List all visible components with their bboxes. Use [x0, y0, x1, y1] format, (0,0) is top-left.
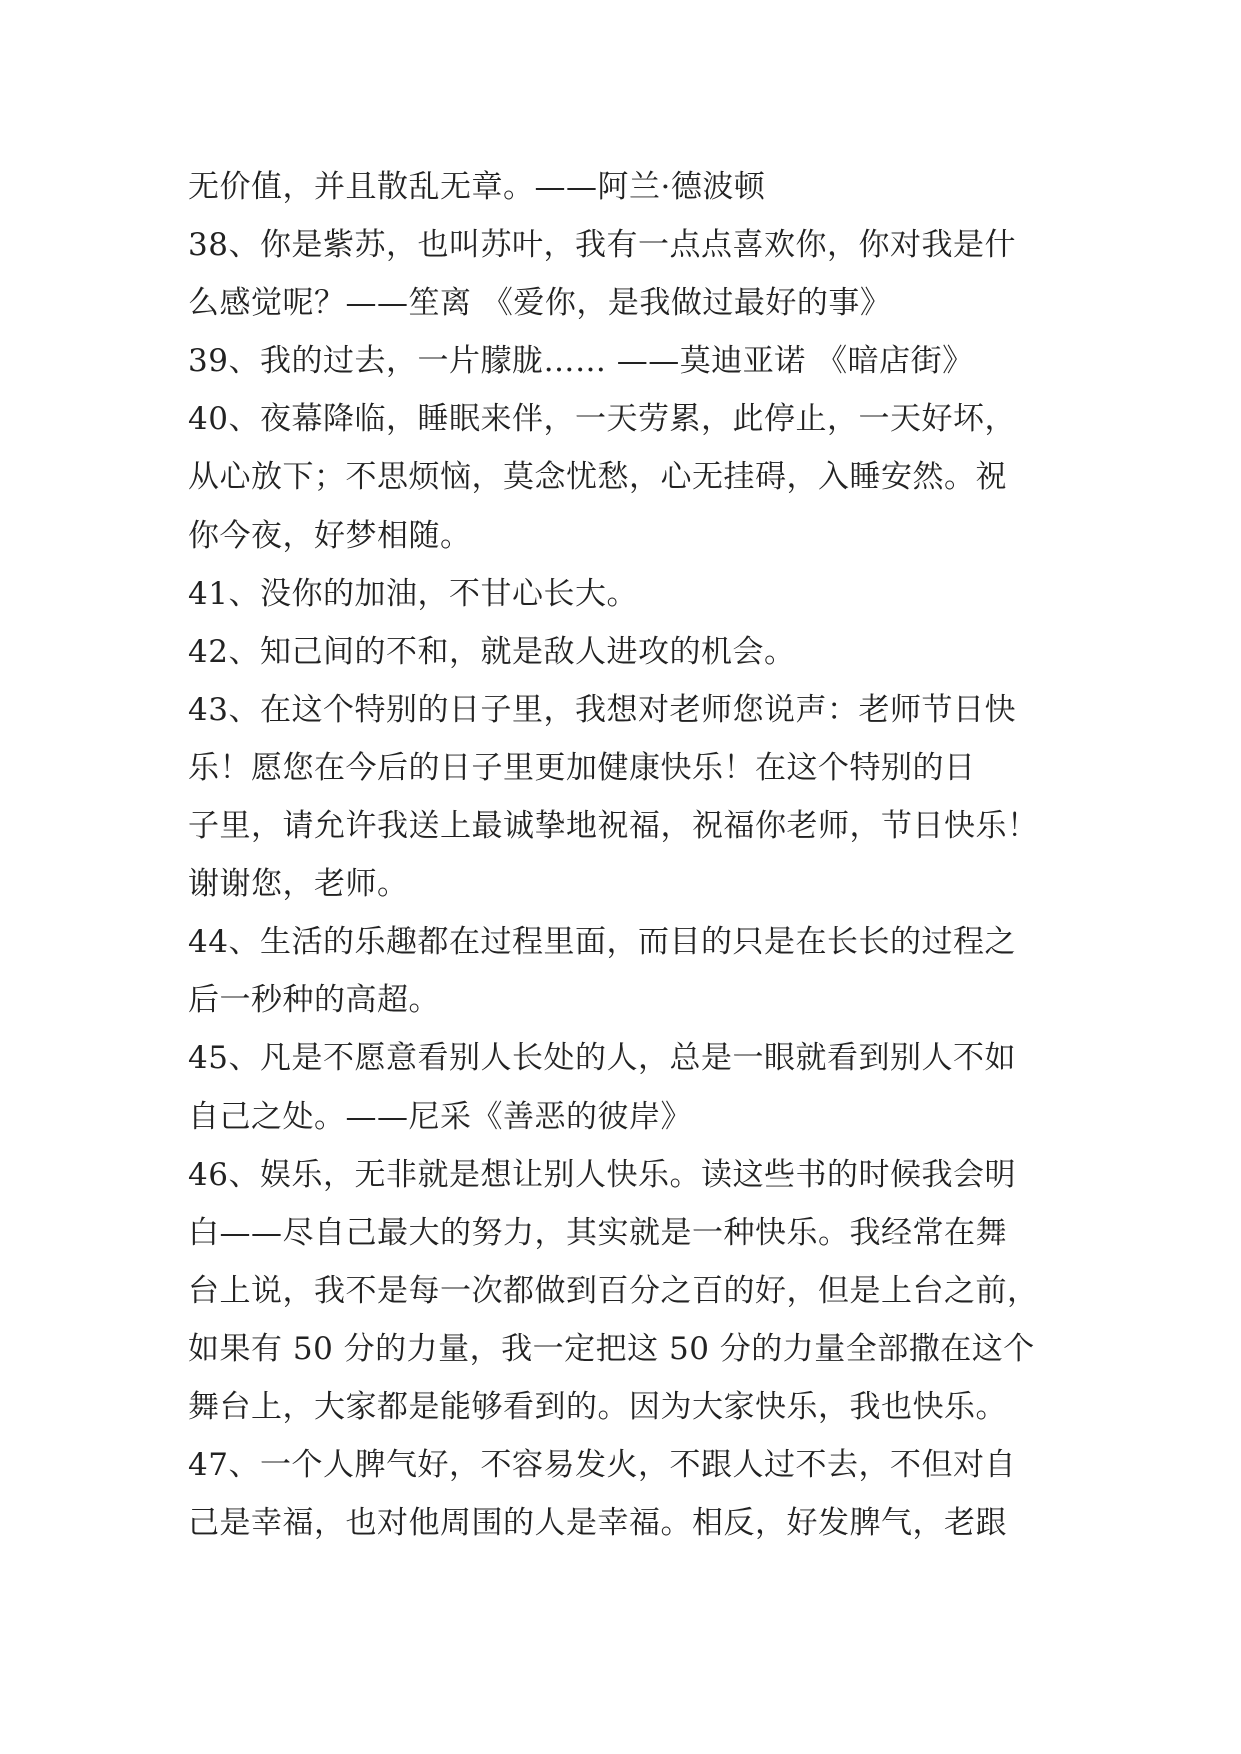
- text-line: 如果有 50 分的力量，我一定把这 50 分的力量全部撒在这个: [188, 1330, 1035, 1367]
- text-line: 47、一个人脾气好，不容易发火，不跟人过不去，不但对自: [188, 1447, 1016, 1484]
- text-line: 自己之处。——尼采《善恶的彼岸》: [188, 1098, 692, 1135]
- text-line: 无价值，并且散乱无章。——阿兰·德波顿: [188, 169, 766, 205]
- text-line: 白——尽自己最大的努力，其实就是一种快乐。我经常在舞: [188, 1214, 1007, 1251]
- text-line: 台上说，我不是每一次都做到百分之百的好，但是上台之前，: [188, 1272, 1039, 1309]
- text-line: 42、知己间的不和，就是敌人进攻的机会。: [188, 633, 796, 670]
- text-line: 38、你是紫苏，也叫苏叶，我有一点点喜欢你，你对我是什: [188, 227, 1016, 264]
- text-line: 舞台上，大家都是能够看到的。因为大家快乐，我也快乐。: [188, 1388, 1007, 1425]
- text-line: 44、生活的乐趣都在过程里面，而目的只是在长长的过程之: [188, 924, 1016, 961]
- text-line: 41、没你的加油，不甘心长大。: [188, 575, 638, 612]
- text-line: 40、夜幕降临，睡眠来伴，一天劳累，此停止，一天好坏，: [188, 401, 1016, 438]
- text-line: 乐！愿您在今后的日子里更加健康快乐！在这个特别的日: [188, 749, 976, 786]
- text-line: 你今夜，好梦相随。: [188, 517, 472, 554]
- text-line: 己是幸福，也对他周围的人是幸福。相反，好发脾气，老跟: [188, 1505, 1007, 1542]
- text-line: 后一秒种的高超。: [188, 982, 440, 1019]
- text-line: 43、在这个特别的日子里，我想对老师您说声：老师节日快: [188, 691, 1016, 728]
- text-line: 子里，请允许我送上最诚挚地祝福，祝福你老师，节日快乐！: [188, 808, 1039, 845]
- text-line: 么感觉呢？——笙离 《爱你，是我做过最好的事》: [188, 285, 892, 322]
- text-line: 谢谢您，老师。: [188, 866, 409, 903]
- document-body: [188, 158, 1068, 1552]
- text-line: 45、凡是不愿意看别人长处的人，总是一眼就看到别人不如: [188, 1040, 1016, 1077]
- text-line: 39、我的过去，一片朦胧…… ——莫迪亚诺 《暗店街》: [188, 343, 974, 380]
- text-line: 从心放下；不思烦恼，莫念忧愁，心无挂碍，入睡安然。祝: [188, 459, 1007, 496]
- text-line: 46、娱乐，无非就是想让别人快乐。读这些书的时候我会明: [188, 1156, 1016, 1193]
